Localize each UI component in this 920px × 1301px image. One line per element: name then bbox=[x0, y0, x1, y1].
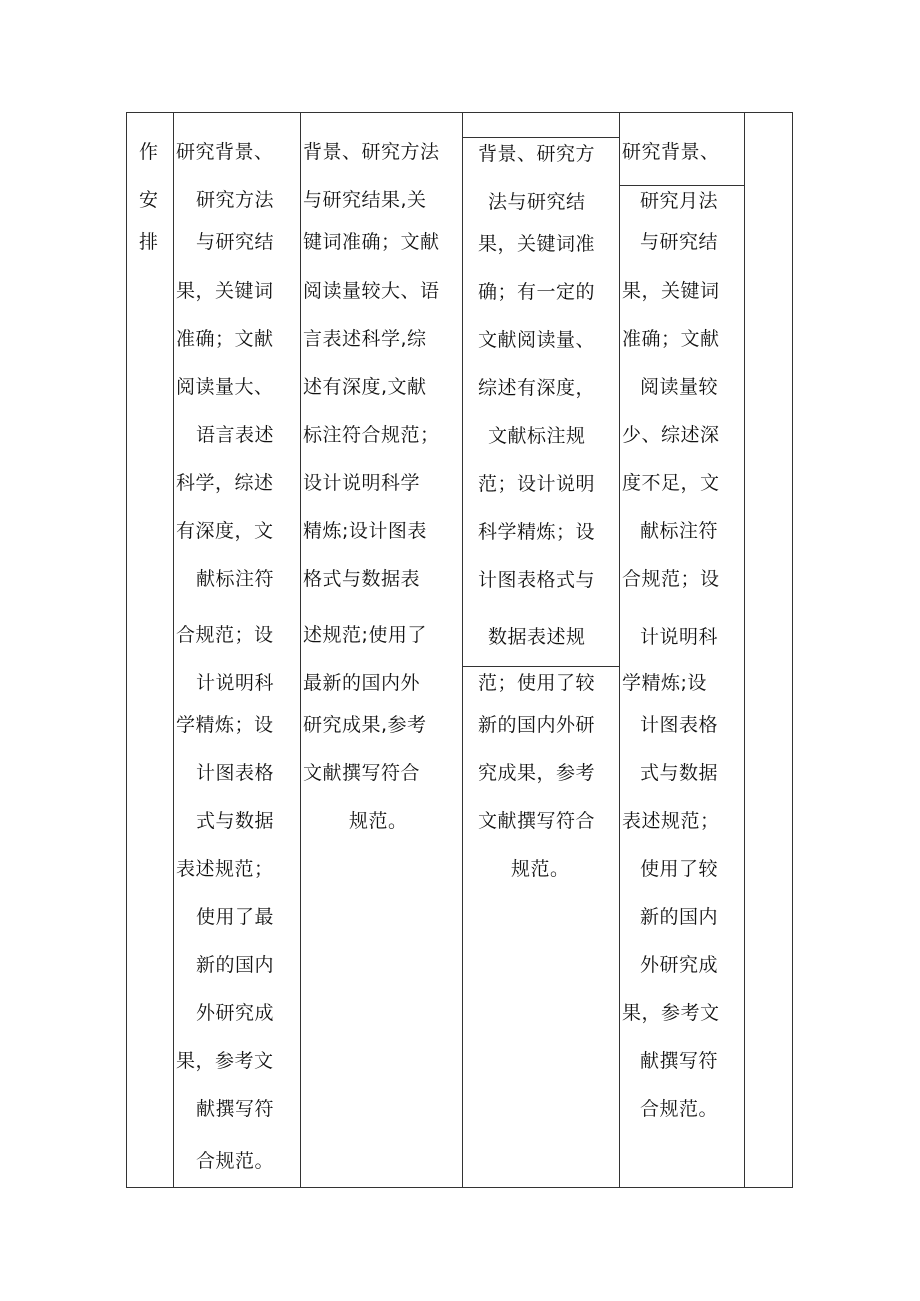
row-divider bbox=[462, 137, 619, 138]
col2-line: 背景、研究方法 bbox=[303, 141, 440, 163]
col2-line: 述有深度,文献 bbox=[303, 376, 427, 398]
col2-line: 文献撰写符合 bbox=[303, 762, 421, 784]
col3-line: 果，关键词准 bbox=[478, 233, 596, 255]
col4-line: 与研究结 bbox=[640, 231, 719, 253]
col4-line: 学精炼;设 bbox=[622, 672, 707, 694]
col2-line: 规范。 bbox=[349, 810, 408, 832]
column-divider bbox=[173, 113, 174, 1187]
col3-line: 数据表述规 bbox=[488, 626, 586, 648]
col3-line: 背景、研究方 bbox=[478, 143, 596, 165]
col1-line: 献撰写符 bbox=[196, 1098, 275, 1120]
col2-line: 格式与数据表 bbox=[303, 568, 421, 590]
col4-line: 研究背景、 bbox=[622, 141, 720, 163]
col2-line: 述规范;使用了 bbox=[303, 624, 427, 646]
col4-line: 合规范。 bbox=[640, 1098, 719, 1120]
col1-line: 果，参考文 bbox=[176, 1050, 274, 1072]
label-char: 安 bbox=[139, 189, 159, 211]
col3-line: 文献撰写符合 bbox=[478, 810, 596, 832]
column-divider bbox=[744, 113, 745, 1187]
col4-line: 研究月法 bbox=[640, 190, 719, 212]
col2-line: 阅读量较大、语 bbox=[303, 280, 440, 302]
col1-line: 语言表述 bbox=[196, 424, 275, 446]
col4-line: 计说明科 bbox=[640, 626, 719, 648]
col4-line: 使用了较 bbox=[640, 858, 719, 880]
col4-line: 合规范；设 bbox=[622, 568, 720, 590]
col1-line: 合规范。 bbox=[196, 1150, 275, 1172]
column-divider bbox=[619, 113, 620, 1187]
row-divider bbox=[619, 185, 744, 186]
col1-line: 献标注符 bbox=[196, 568, 275, 590]
col3-line: 新的国内外研 bbox=[478, 714, 596, 736]
col4-line: 计图表格 bbox=[640, 714, 719, 736]
col1-line: 计图表格 bbox=[196, 762, 275, 784]
col1-line: 外研究成 bbox=[196, 1002, 275, 1024]
col3-line: 究成果，参考 bbox=[478, 762, 596, 784]
grading-table bbox=[126, 112, 793, 1188]
col1-line: 果，关键词 bbox=[176, 280, 274, 302]
col1-line: 学精炼；设 bbox=[176, 714, 274, 736]
col1-line: 与研究结 bbox=[196, 231, 275, 253]
col1-line: 表述规范； bbox=[176, 858, 274, 880]
column-divider bbox=[300, 113, 301, 1187]
col1-line: 科学，综述 bbox=[176, 472, 274, 494]
col4-line: 阅读量较 bbox=[640, 376, 719, 398]
col3-line: 综述有深度， bbox=[478, 377, 596, 399]
col4-line: 度不足，文 bbox=[622, 472, 720, 494]
col1-line: 计说明科 bbox=[196, 672, 275, 694]
col3-line: 计图表格式与 bbox=[478, 569, 596, 591]
col2-line: 研究成果,参考 bbox=[303, 714, 427, 736]
col3-line: 科学精炼；设 bbox=[478, 521, 596, 543]
col1-line: 使用了最 bbox=[196, 906, 275, 928]
col1-line: 阅读量大、 bbox=[176, 376, 274, 398]
col3-line: 范；使用了较 bbox=[478, 672, 596, 694]
col1-line: 有深度，文 bbox=[176, 520, 274, 542]
col4-line: 外研究成 bbox=[640, 954, 719, 976]
col3-line: 文献标注规 bbox=[488, 425, 586, 447]
col2-line: 言表述科学,综 bbox=[303, 328, 427, 350]
row-divider bbox=[462, 666, 619, 667]
col4-line: 式与数据 bbox=[640, 762, 719, 784]
column-divider bbox=[462, 113, 463, 1187]
col4-line: 果，参考文 bbox=[622, 1002, 720, 1024]
col4-line: 准确；文献 bbox=[622, 328, 720, 350]
col2-line: 精炼;设计图表 bbox=[303, 520, 427, 542]
col1-line: 新的国内 bbox=[196, 954, 275, 976]
col2-line: 最新的国内外 bbox=[303, 672, 421, 694]
col2-line: 设计说明科学 bbox=[303, 472, 421, 494]
label-char: 排 bbox=[139, 231, 159, 253]
col2-line: 键词准确；文献 bbox=[303, 231, 440, 253]
col1-line: 研究方法 bbox=[196, 189, 275, 211]
col2-line: 与研究结果,关 bbox=[303, 189, 427, 211]
col1-line: 式与数据 bbox=[196, 810, 275, 832]
col2-line: 标注符合规范； bbox=[303, 424, 440, 446]
col4-line: 表述规范； bbox=[622, 810, 720, 832]
col3-line: 法与研究结 bbox=[488, 191, 586, 213]
col3-line: 文献阅读量、 bbox=[478, 329, 596, 351]
col4-line: 果，关键词 bbox=[622, 280, 720, 302]
col1-line: 合规范；设 bbox=[176, 624, 274, 646]
col3-line: 规范。 bbox=[511, 858, 570, 880]
col4-line: 新的国内 bbox=[640, 906, 719, 928]
col3-line: 范；设计说明 bbox=[478, 473, 596, 495]
label-char: 作 bbox=[139, 141, 159, 163]
col4-line: 献标注符 bbox=[640, 520, 719, 542]
col4-line: 少、综述深 bbox=[622, 424, 720, 446]
col1-line: 准确；文献 bbox=[176, 328, 274, 350]
col3-line: 确；有一定的 bbox=[478, 281, 596, 303]
col1-line: 研究背景、 bbox=[176, 141, 274, 163]
col4-line: 献撰写符 bbox=[640, 1050, 719, 1072]
